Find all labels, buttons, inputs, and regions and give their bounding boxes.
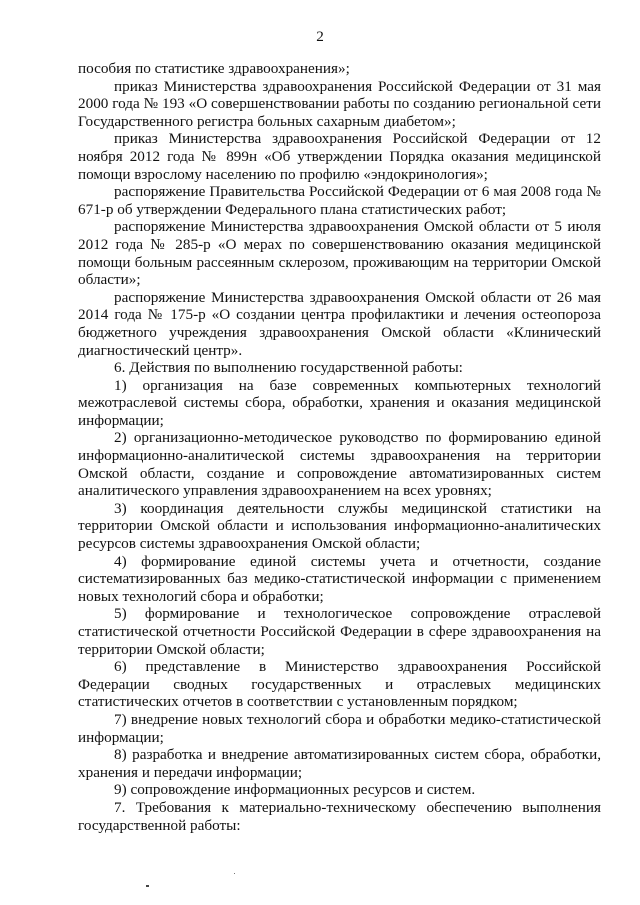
list-item-6: 6) представление в Министерство здравоохранения Российской Федерации сводных государственных и отраслевых медицинских статистических отчетов в соответствии с установленным порядком;: [78, 658, 601, 711]
page-number: 2: [316, 28, 324, 45]
document-body: [78, 60, 601, 834]
scan-mark: [146, 885, 149, 887]
list-item-4: 4) формирование единой системы учета и отчетности, создание систематизированных баз медико-статистической информации с применением новых технологий сбора и обработки;: [78, 552, 601, 605]
list-item-8: 8) разработка и внедрение автоматизированных систем сбора, обработки, хранения и передачи информации;: [78, 746, 601, 781]
list-item-3: 3) координация деятельности службы медицинской статистики на территории Омской области и использования информационно-аналитических ресурсов системы здравоохранения Омской области;: [78, 499, 601, 553]
paragraph-order-899n: приказ Министерства здравоохранения Российской Федерации от 12 ноября 2012 года № 899н «Об утверждении Порядка оказания медицинской помощи взрослому населению по профилю «эндокринология»;: [78, 130, 601, 183]
section-7-heading: 7. Требования к материально-техническому обеспечению выполнения государственной работы:: [78, 798, 601, 834]
list-item-9: 9) сопровождение информационных ресурсов и систем.: [114, 781, 476, 799]
section-6-heading: 6. Действия по выполнению государственной работы:: [114, 359, 463, 377]
list-item-5: 5) формирование и технологическое сопровождение отраслевой статистической отчетности Российской Федерации в сфере здравоохранения на территории Омской области;: [78, 605, 601, 658]
list-item-7: 7) внедрение новых технологий сбора и обработки медико-статистической информации;: [78, 710, 601, 746]
list-item-2: 2) организационно-методическое руководство по формированию единой информационно-аналитической системы здравоохранения на территории Омской области, создание и сопровождение автоматизированных систем аналитического управления здравоохранением на всех уровнях;: [78, 429, 601, 500]
paragraph-decree-671r: распоряжение Правительства Российской Федерации от 6 мая 2008 года № 671-р об утверждении Федерального плана статистических работ;: [78, 183, 601, 218]
list-item-1: 1) организация на базе современных компьютерных технологий межотраслевой системы сбора, обработки, хранения и оказания медицинской информации;: [78, 376, 601, 429]
paragraph-order-193: приказ Министерства здравоохранения Российской Федерации от 31 мая 2000 года № 193 «О совершенствовании работы по созданию региональной сети Государственного регистра больных сахарным диабетом»;: [78, 77, 601, 130]
scan-speck: [234, 873, 235, 874]
paragraph-continuation: пособия по статистике здравоохранения»;: [78, 60, 350, 77]
paragraph-decree-175r: распоряжение Министерства здравоохранения Омской области от 26 мая 2014 года № 175-р «О создании центра профилактики и лечения остеопороза бюджетного учреждения здравоохранения Омской области «Клинический диагностический центр».: [78, 288, 601, 359]
paragraph-decree-285r: распоряжение Министерства здравоохранения Омской области от 5 июля 2012 года № 285-р «О мерах по совершенствованию оказания медицинской помощи больным рассеянным склерозом, проживающим на территории Омской области»;: [78, 218, 601, 289]
